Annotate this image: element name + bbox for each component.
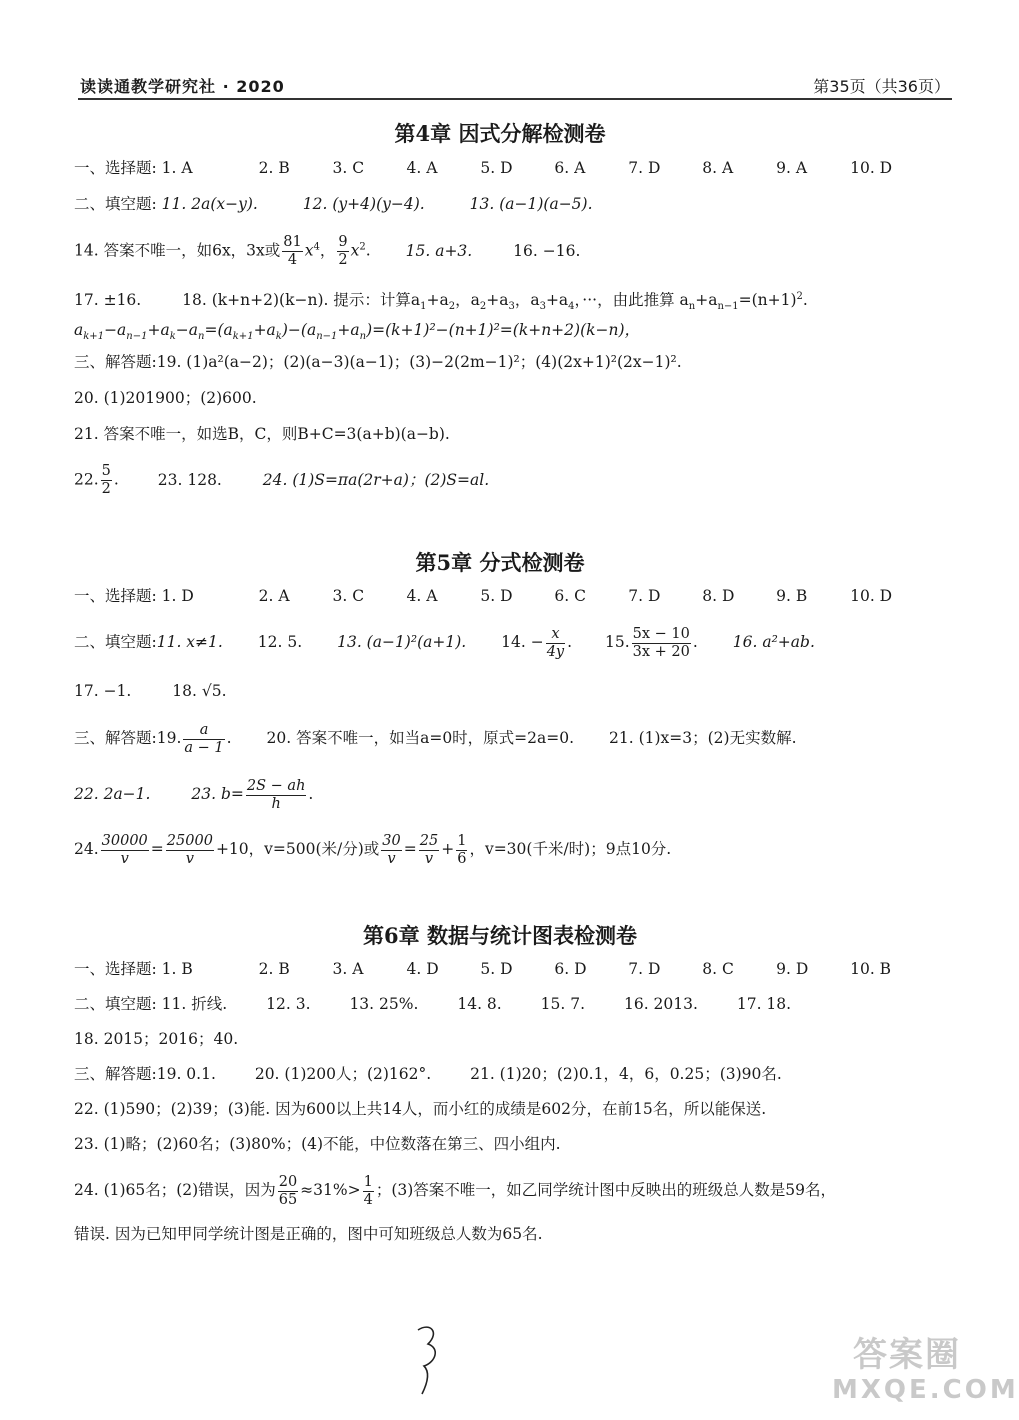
chapter6-title: 第6章 数据与统计图表检测卷: [363, 923, 637, 948]
answer-24-text: 24. (1)65名；(2)错误，因为: [74, 1181, 276, 1199]
ch6-q22: 22. (1)590；(2)39；(3)能. 因为600以上共14人，而小红的成绩是602分，在前15名，所以能保送.: [74, 1100, 767, 1118]
period: .: [692, 633, 698, 651]
ch4-q18-line2: $a_{k+1}-a_{n-1}+a_k-a_n=(a_{k+1}+a_k)-(a_{n-1}+a_n)=(k+1)^2-(n+1)^2=(k+n+2)(k-n)$，: [74, 321, 641, 342]
answer-12: 12. (y+4)(y−4).: [302, 195, 425, 213]
answer: 4. D: [406, 960, 439, 978]
answer: 5. D: [480, 587, 513, 605]
numerator: 25000: [166, 832, 213, 849]
answer-18: 18. (k+n+2)(k−n). 提示：计算a: [182, 291, 421, 309]
answer-13: 13. (a−1)²(a+1).: [337, 633, 467, 651]
ch5-solve-row: [74, 716, 797, 760]
fraction: [101, 463, 112, 498]
answer-15-label: 15.: [605, 633, 630, 651]
ch5-q17-row: [74, 681, 227, 701]
answer-23: 23. 128.: [157, 470, 222, 489]
answer-12: 12. 5.: [257, 633, 303, 651]
answer: 2. A: [258, 587, 290, 605]
answer: 15. 7.: [540, 995, 586, 1013]
ch6-q24-line2: 错误. 因为已知甲同学统计图是正确的，图中可知班级总人数为65名.: [74, 1225, 543, 1243]
answer-18-line2: =(k+1)²−(n+1)²=(k+n+2)(k−n)，: [372, 321, 641, 339]
denominator: 4: [363, 1191, 373, 1208]
period: .: [365, 241, 371, 260]
answer: 11. 折线.: [161, 995, 228, 1013]
fraction: [632, 626, 691, 661]
numerator: 20: [278, 1173, 298, 1190]
answer: 13. 25%.: [349, 995, 419, 1013]
ch4-q20: 20. (1)201900；(2)600.: [74, 389, 257, 407]
answer: 8. D: [702, 587, 735, 605]
ch4-q17-row: 17. ±16. 18. (k+n+2)(k−n). 提示：计算$a_1+a_2$，$a_2+a_3$，$a_3+a_4$，···，由此推算 $a_n+a_{n-1}=(n+1)^2$.: [74, 291, 808, 312]
answer: 3. C: [332, 587, 365, 605]
answer-17: 17. ±16.: [74, 291, 142, 309]
answer: 2. B: [258, 960, 290, 978]
ch5-q22-row: [74, 772, 313, 816]
denominator: 4: [287, 252, 298, 268]
answer: 14. 8.: [457, 995, 502, 1013]
answer-23-label: 23. b=: [191, 785, 244, 803]
equals: =: [403, 840, 417, 858]
ch6-q23: 23. (1)略；(2)60名；(3)80%；(4)不能，中位数落在第三、四小组内.: [74, 1135, 561, 1153]
ch5-fill-row: [74, 620, 815, 664]
answer: 8. C: [702, 960, 734, 978]
ch6-choice-row: [74, 959, 891, 979]
answer-19-label: 19.: [156, 729, 182, 747]
handwritten-mark-icon: [410, 1320, 450, 1400]
watermark-line2: MXQE.COM: [832, 1375, 1019, 1405]
numerator: 5x − 10: [632, 625, 690, 642]
answer-24-text2: ，v=30(千米/时)；9点10分.: [469, 840, 672, 858]
answer: 10. D: [850, 159, 893, 177]
equals: =: [150, 840, 164, 858]
answer-18-tail: ，由此推算 a: [597, 291, 689, 309]
numerator: 1: [457, 832, 467, 849]
denominator: v: [387, 850, 396, 867]
header-page-number: 第35页（共36页）: [813, 77, 950, 96]
answer-24-approx: ≈31%>: [300, 1181, 361, 1199]
ch4-q14-row: 14. 答案不唯一，如6x，3x或 $\frac{81}{4}$ $x^4$， $\frac{9}{2}$ $x^2$. 15. a+3. 16. −16.: [74, 234, 581, 268]
answer: 3. C: [332, 159, 365, 177]
denominator: a − 1: [184, 739, 224, 756]
answer: 3. A: [332, 960, 364, 978]
period: .: [308, 785, 314, 803]
numerator: 30000: [101, 832, 148, 849]
fraction: [419, 833, 439, 868]
chapter4-title: 第4章 因式分解检测卷: [394, 121, 606, 146]
answer: 7. D: [628, 159, 661, 177]
period: .: [113, 470, 119, 489]
answer-17: 17. −1.: [74, 682, 132, 700]
answer: 5. D: [480, 159, 513, 177]
header-publisher: 读读通教学研究社 · 2020: [80, 77, 285, 96]
ch5-choice-row: [74, 586, 892, 606]
answer-11: 11. x≠1.: [156, 633, 223, 651]
denominator: 65: [278, 1191, 298, 1208]
answer-15: 15. a+3.: [405, 241, 473, 260]
section-label: 一、选择题:: [74, 159, 157, 177]
denominator: 6: [457, 850, 467, 867]
answer-13: 13. (a−1)(a−5).: [469, 195, 593, 213]
ch5-q24-row: [74, 827, 671, 871]
answer-19: 19. (1)a²(a−2)；(2)(a−3)(a−1)；(3)−2(2m−1)²；(4)(2x+1)²(2x−1)².: [156, 353, 682, 371]
answer: 12. 3.: [266, 995, 311, 1013]
answer-21: 21. (1)20；(2)0.1，4，6，0.25；(3)90名.: [470, 1065, 782, 1083]
answer: 6. A: [554, 159, 586, 177]
answer-14-label: 14. −: [501, 633, 544, 651]
answer: 10. B: [850, 960, 892, 978]
answer-16: 16. a²+ab.: [732, 633, 815, 651]
answer-22: 22. 2a−1.: [74, 785, 151, 803]
answer: 4. A: [406, 587, 438, 605]
ch6-q24-row: [74, 1168, 836, 1212]
ch4-q22-row: [74, 463, 489, 498]
ch4-choice-row: [74, 158, 892, 178]
answer-11: 11. 2a(x−y).: [161, 195, 258, 213]
ch4-q21: 21. 答案不唯一，如选B，C，则B+C=3(a+b)(a−b).: [74, 425, 450, 443]
answer: 9. D: [776, 960, 809, 978]
fraction: [101, 833, 149, 868]
answer: 8. A: [702, 159, 734, 177]
answer-20: 20. 答案不唯一，如当a=0时，原式=2a=0.: [266, 729, 575, 747]
answer-20: 20. (1)200人；(2)162°.: [254, 1065, 432, 1083]
denominator: v: [424, 850, 434, 867]
section-label: 三、解答题:: [74, 1065, 157, 1083]
section-label: 三、解答题:: [74, 729, 157, 747]
fraction: [381, 833, 401, 868]
denominator: 2: [101, 481, 111, 497]
answer: 4. A: [406, 159, 438, 177]
answer-24-label: 24.: [74, 840, 99, 858]
fraction: [337, 234, 348, 269]
ch6-fill-row: [74, 994, 791, 1014]
answer: 6. D: [554, 960, 587, 978]
fraction: [546, 626, 565, 661]
answer: 1. A: [161, 159, 193, 177]
answer: 9. B: [776, 587, 808, 605]
answer-19: 19. 0.1.: [156, 1065, 216, 1083]
answer: 16. 2013.: [623, 995, 698, 1013]
answer-14-text: 14. 答案不唯一，如6x，3x或: [74, 241, 281, 260]
numerator: a: [183, 722, 224, 740]
fraction: [166, 833, 214, 868]
answer: 6. C: [554, 587, 586, 605]
watermark-line1: 答案圈: [853, 1335, 961, 1375]
ch4-fill-row: [74, 194, 593, 214]
answer: 7. D: [628, 960, 661, 978]
numerator: 25: [419, 832, 439, 849]
answer: 5. D: [480, 960, 513, 978]
fraction: [456, 833, 467, 868]
period: .: [226, 729, 232, 747]
answer: 10. D: [850, 587, 893, 605]
numerator: 2S − ah: [246, 777, 306, 794]
answer-18: 18. √5.: [172, 682, 227, 700]
comma: ，: [319, 241, 336, 260]
section-label: 一、选择题:: [74, 960, 157, 978]
answer: 1. D: [161, 587, 194, 605]
answer-14-var2: x: [350, 241, 360, 260]
answer-24-text2: ；(3)答案不唯一，如乙同学统计图中反映出的班级总人数是59名，: [375, 1181, 837, 1199]
fraction: [363, 1174, 374, 1209]
answer: 2. B: [258, 159, 290, 177]
plus: +: [441, 840, 455, 858]
fraction: [246, 778, 307, 813]
fraction: [183, 722, 224, 757]
answer-24-text: +10，v=500(米/分)或: [215, 840, 380, 858]
answer: 7. D: [628, 587, 661, 605]
section-label: 二、填空题:: [74, 633, 157, 651]
denominator: v: [185, 850, 194, 867]
header-rule: [78, 98, 952, 100]
answer-14-var: x: [304, 241, 314, 260]
watermark: [832, 1335, 1019, 1411]
section-label: 一、选择题:: [74, 587, 157, 605]
period: .: [567, 633, 573, 651]
ch6-solve-row: [74, 1064, 782, 1084]
answer-24: 24. (1)S=πa(2r+a)；(2)S=al.: [262, 470, 490, 489]
fraction: [278, 1174, 298, 1209]
answer: 9. A: [776, 159, 808, 177]
section-label: 二、填空题:: [74, 995, 157, 1013]
chapter5-title: 第5章 分式检测卷: [415, 550, 585, 575]
answer: 17. 18.: [736, 995, 792, 1013]
answer-21: 21. (1)x=3；(2)无实数解.: [609, 729, 797, 747]
numerator: 30: [382, 832, 401, 849]
answer-22-label: 22.: [74, 470, 99, 489]
denominator: v: [120, 850, 129, 867]
fraction: [282, 234, 302, 269]
ch4-solve-row: [74, 352, 682, 372]
denominator: 2: [338, 252, 348, 268]
numerator: 81: [283, 234, 302, 250]
numerator: 9: [338, 234, 348, 250]
denominator: h: [271, 795, 281, 812]
denominator: 3x + 20: [632, 643, 690, 660]
numerator: x: [546, 626, 565, 644]
answer-16: 16. −16.: [513, 241, 581, 260]
section-label: 二、填空题:: [74, 195, 157, 213]
numerator: 5: [101, 463, 111, 479]
numerator: 1: [363, 1173, 373, 1190]
answer: 1. B: [161, 960, 193, 978]
denominator: 4y: [546, 643, 565, 660]
section-label: 三、解答题:: [74, 353, 157, 371]
ch6-q18: 18. 2015；2016；40.: [74, 1030, 239, 1048]
